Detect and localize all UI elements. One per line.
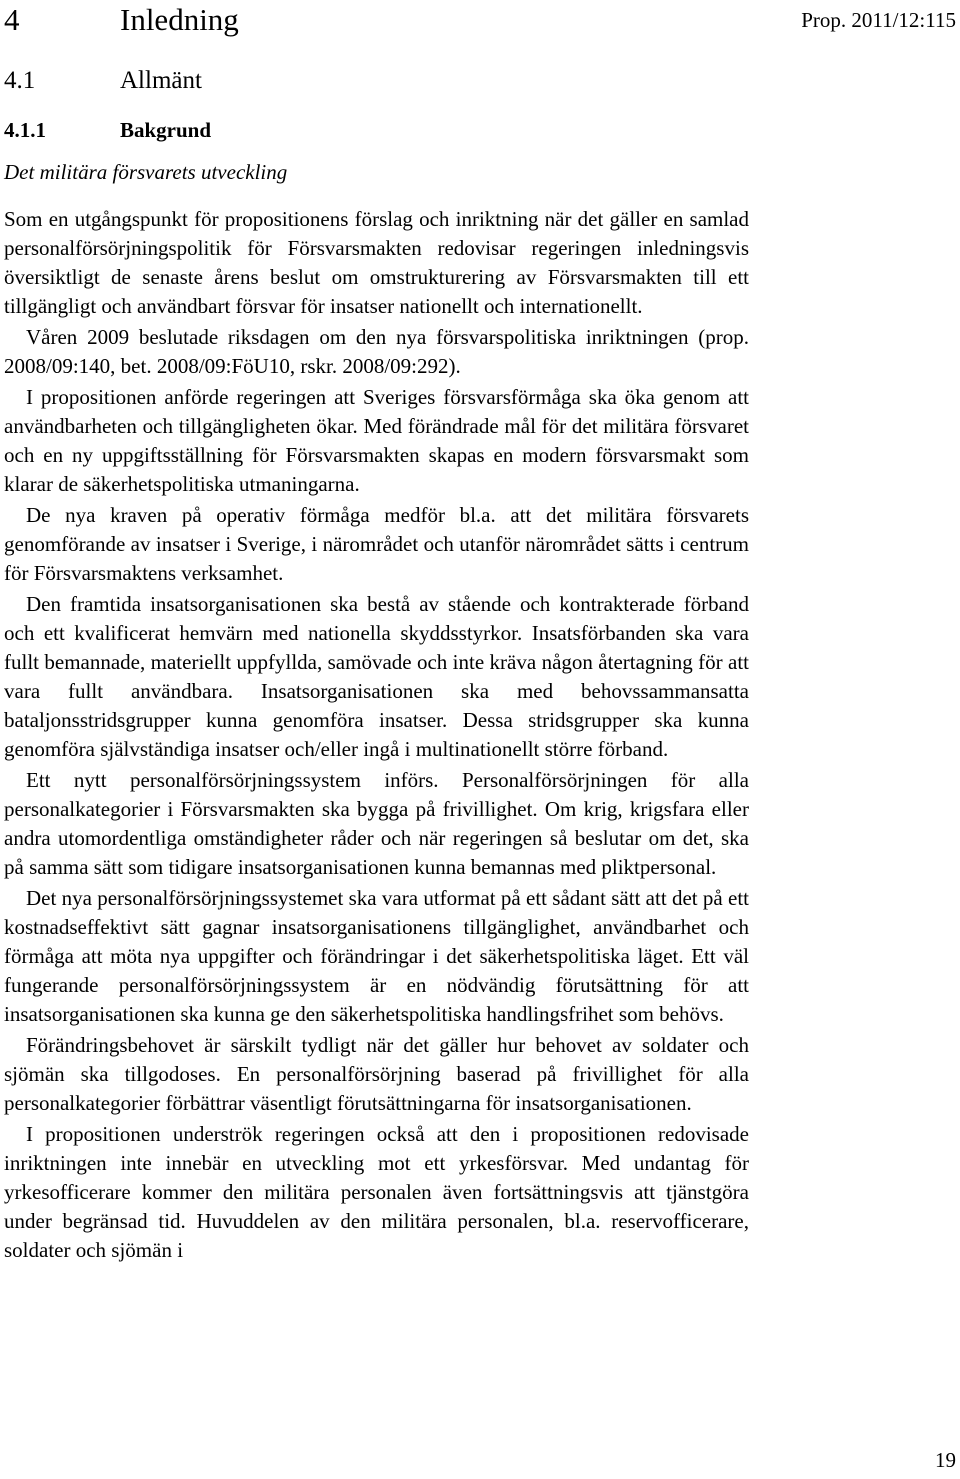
paragraph: Den framtida insatsorganisationen ska bestå av stående och kontrakterade förband och ett kvalificerat hemvärn med nationella skyddsstyrkor. Insatsförbanden ska vara fullt bemannade, materiellt uppfyllda, samövade och inte kräva någon återtagning för att vara fullt användbara. Insatsorganisationen ska med behovssammansatta bataljonsstridsgrupper kunna genomföra insatser. Dessa stridsgrupper ska kunna genomföra självständiga insatser och/eller ingå i multinationellt större förband. xyxy=(4,592,749,761)
section-number: 4.1 xyxy=(4,67,36,94)
paragraph: Ett nytt personalförsörjningssystem införs. Personalförsörjningen för alla personalkategorier i Försvarsmakten ska bygga på frivillighet. Om krig, krigsfara eller andra utomordentliga omständigheter råder och när regeringen så beslutar om det, ska på samma sätt som tidigare insatsorganisationen kunna bemannas med pliktpersonal. xyxy=(4,768,749,879)
paragraph: De nya kraven på operativ förmåga medför bl.a. att det militära försvarets genomförande av insatser i Sverige, i närområdet och utanför närområdet sätts i centrum för Försvarsmaktens verksamhet. xyxy=(4,503,749,585)
proposition-reference: Prop. 2011/12:115 xyxy=(801,8,956,32)
section-heading xyxy=(4,66,202,96)
section-title: Allmänt xyxy=(120,67,202,94)
paragraph: Det nya personalförsörjningssystemet ska vara utformat på ett sådant sätt att det på ett kostnadseffektivt sätt gagnar insatsorganisationens tillgänglighet, användbarhet och förmåga att möta nya uppgifter och förändringar i det säkerhetspolitiska läget. Ett väl fungerande personalförsörjningssystem är en nödvändig förutsättning för att insatsorganisationen ska kunna ge den säkerhetspolitiska handlingsfrihet som behövs. xyxy=(4,886,749,1026)
chapter-title: Inledning xyxy=(120,2,239,37)
page-number: 19 xyxy=(935,1448,956,1472)
paragraph: I propositionen underströk regeringen också att den i propositionen redovisade inriktningen inte innebär en utveckling mot ett yrkesförsvar. Med undantag för yrkesofficerare kommer den militära personalen även fortsättningsvis att tjänstgöra under begränsad tid. Huvuddelen av den militära personalen, bl.a. reservofficerare, soldater och sjömän i xyxy=(4,1122,749,1262)
paragraph: Förändringsbehovet är särskilt tydligt när det gäller hur behovet av soldater och sjömän ska tillgodoses. En personalförsörjning baserad på frivillighet för alla personalkategorier förbättrar väsentligt förutsättningarna för insatsorganisationen. xyxy=(4,1033,749,1115)
subsection-title: Bakgrund xyxy=(120,118,212,142)
paragraph: I propositionen anförde regeringen att Sveriges försvarsförmåga ska öka genom att användbarheten och tillgängligheten ökar. Med förändrade mål för det militära försvaret och en ny uppgiftsställning för Försvarsmakten skapas en modern försvarsmakt som klarar de säkerhetspolitiska utmaningarna. xyxy=(4,385,749,496)
body-text xyxy=(4,205,749,1267)
subsection-heading xyxy=(4,117,211,143)
subsection-number: 4.1.1 xyxy=(4,118,46,142)
paragraph: Våren 2009 beslutade riksdagen om den nya försvarspolitiska inriktningen (prop. 2008/09:140, bet. 2008/09:FöU10, rskr. 2008/09:292). xyxy=(4,325,749,378)
chapter-number: 4 xyxy=(4,2,20,37)
paragraph: Som en utgångspunkt för propositionens förslag och inriktning när det gäller en samlad personalförsörjningspolitik för Försvarsmakten redovisar regeringen inledningsvis översiktligt de senaste årens beslut om omstrukturering av Försvarsmakten till ett tillgängligt och användbart försvar för insatser nationellt och internationellt. xyxy=(4,207,749,318)
chapter-heading xyxy=(4,2,239,38)
topic-heading: Det militära försvarets utveckling xyxy=(4,160,288,184)
